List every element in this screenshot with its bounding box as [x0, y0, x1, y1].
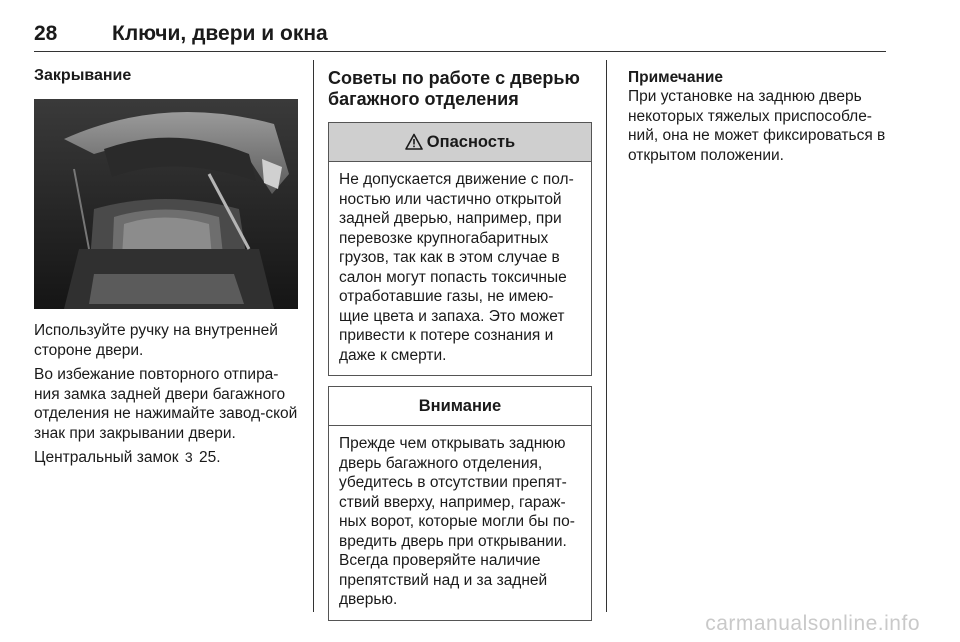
section-heading-closing: Закрывание — [34, 67, 132, 84]
danger-box — [328, 122, 592, 376]
reference-page: 25. — [198, 449, 221, 466]
column-tailgate-tips — [328, 60, 592, 621]
tailgate-photo — [34, 99, 298, 309]
reference-text: Центральный замок — [34, 449, 179, 466]
paragraph-logo-warning: Во избежание повторного отпира-ния замка задней двери багажного отделения не нажимайте завод-ской знак при закрывании двери. — [34, 366, 298, 442]
section-heading-tips: Советы по работе с дверью багажного отделения — [328, 68, 580, 109]
caution-box-header — [329, 387, 591, 426]
note-heading: Примечание — [628, 69, 723, 86]
page-title: Ключи, двери и окна — [112, 22, 328, 45]
page-header — [34, 22, 886, 52]
danger-title: Опасность — [426, 132, 516, 151]
column-divider-2 — [606, 60, 607, 612]
note-text: При установке на заднюю дверь некоторых тяжелых приспособле-ний, она не может фиксироваться в открытом положении. — [628, 88, 886, 164]
column-note — [628, 60, 888, 165]
page-reference-icon: 3 — [184, 449, 193, 465]
warning-triangle-icon — [405, 133, 423, 151]
column-closing — [34, 60, 300, 473]
paragraph-handle: Используйте ручку на внутренней стороне двери. — [34, 322, 278, 359]
danger-box-header — [329, 123, 591, 162]
watermark: carmanualsonline.info — [705, 612, 920, 635]
caution-box — [328, 386, 592, 621]
central-lock-reference — [34, 448, 300, 468]
danger-text: Не допускается движение с пол-ностью или частично открытой задней дверью, например, при перевозке крупногабаритных грузов, так как в этом случае в салон могут попасть токсичные отработавшие газы, не имею-щие цвета и запаха. Это может привести к потере сознания и даже к смерти. — [339, 171, 574, 364]
page-number: 28 — [34, 22, 58, 45]
column-divider-1 — [313, 60, 314, 612]
caution-text: Прежде чем открывать заднюю дверь багажного отделения, убедитесь в отсутствии препят-ствий вверху, например, гараж-ных ворот, которые могли бы по-вредить дверь при открывании. Всегда проверяйте наличие препятствий над и за задней дверью. — [339, 435, 575, 608]
caution-title: Внимание — [418, 396, 502, 415]
header-divider — [34, 51, 886, 52]
